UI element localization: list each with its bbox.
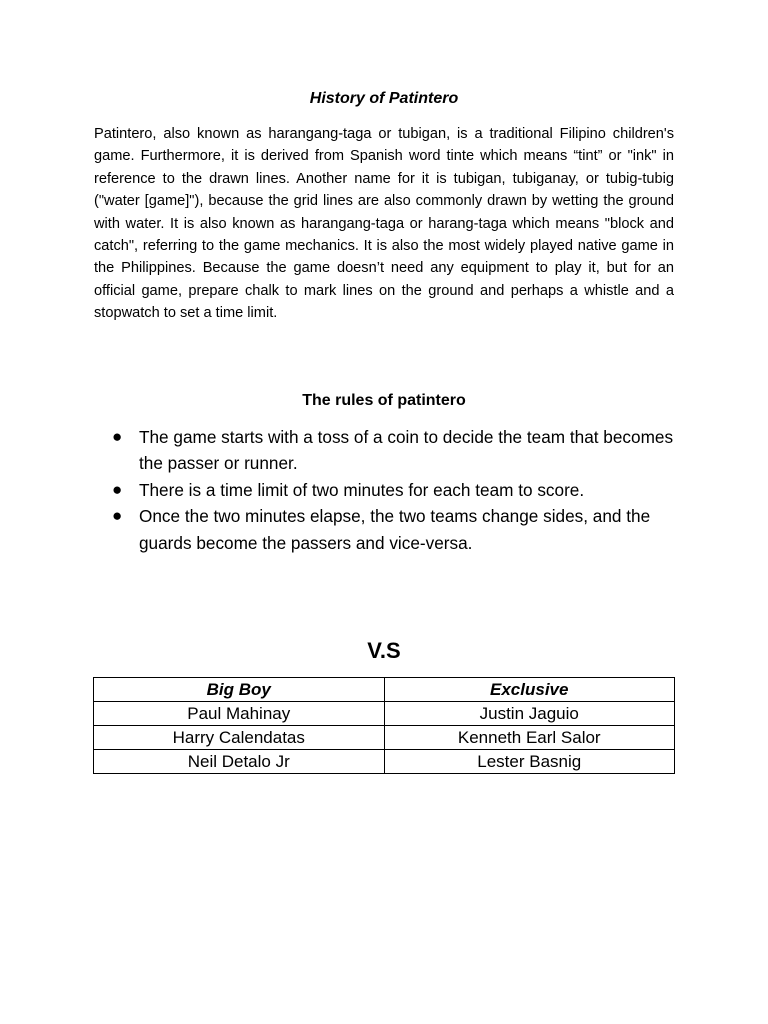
- history-paragraph: Patintero, also known as harangang-taga or tubigan, is a traditional Filipino children's game. Furthermore, it is derived from Spanish word tinte which means “tint” or "ink" in reference to the drawn lines. Another name for it is tubigan, tubiganay, or tubig-tubig ("water [game]"), because the grid lines are also commonly drawn by wetting the ground with water. It is also known as harangang-taga or harang-taga which means "block and catch", referring to the game mechanics. It is also the most widely played native game in the Philippines. Because the game doesn’t need any equipment to play it, but for an official game, prepare chalk to mark lines on the ground and perhaps a whistle and a stopwatch to set a time limit.: [94, 126, 674, 322]
- history-title: History of Patintero: [309, 90, 459, 107]
- team-header-exclusive: Exclusive: [384, 678, 675, 702]
- table-header-row: [94, 678, 675, 702]
- table-row: [94, 702, 675, 726]
- rule-text: There is a time limit of two minutes for each team to score.: [139, 479, 585, 500]
- teams-table: [93, 677, 675, 774]
- versus-title: V.S: [367, 638, 401, 663]
- rules-title: The rules of patintero: [302, 392, 466, 409]
- rule-text: Once the two minutes elapse, the two teams change sides, and the guards become the passers and vice-versa.: [139, 506, 651, 553]
- rule-text: The game starts with a toss of a coin to decide the team that becomes the passer or runner.: [139, 427, 674, 474]
- rule-item: [112, 424, 682, 477]
- bullet-icon: ●: [112, 506, 123, 526]
- table-cell: Harry Calendatas: [94, 726, 385, 750]
- table-cell: Justin Jaguio: [384, 702, 675, 726]
- table-cell: Kenneth Earl Salor: [384, 726, 675, 750]
- table-row: [94, 726, 675, 750]
- table-row: [94, 750, 675, 774]
- rules-list: [112, 424, 682, 556]
- table-cell: Lester Basnig: [384, 750, 675, 774]
- rule-item: [112, 477, 682, 503]
- rule-item: [112, 503, 682, 556]
- table-cell: Neil Detalo Jr: [94, 750, 385, 774]
- team-header-big-boy: Big Boy: [94, 678, 385, 702]
- bullet-icon: ●: [112, 427, 123, 446]
- table-cell: Paul Mahinay: [94, 702, 385, 726]
- bullet-icon: ●: [112, 479, 123, 499]
